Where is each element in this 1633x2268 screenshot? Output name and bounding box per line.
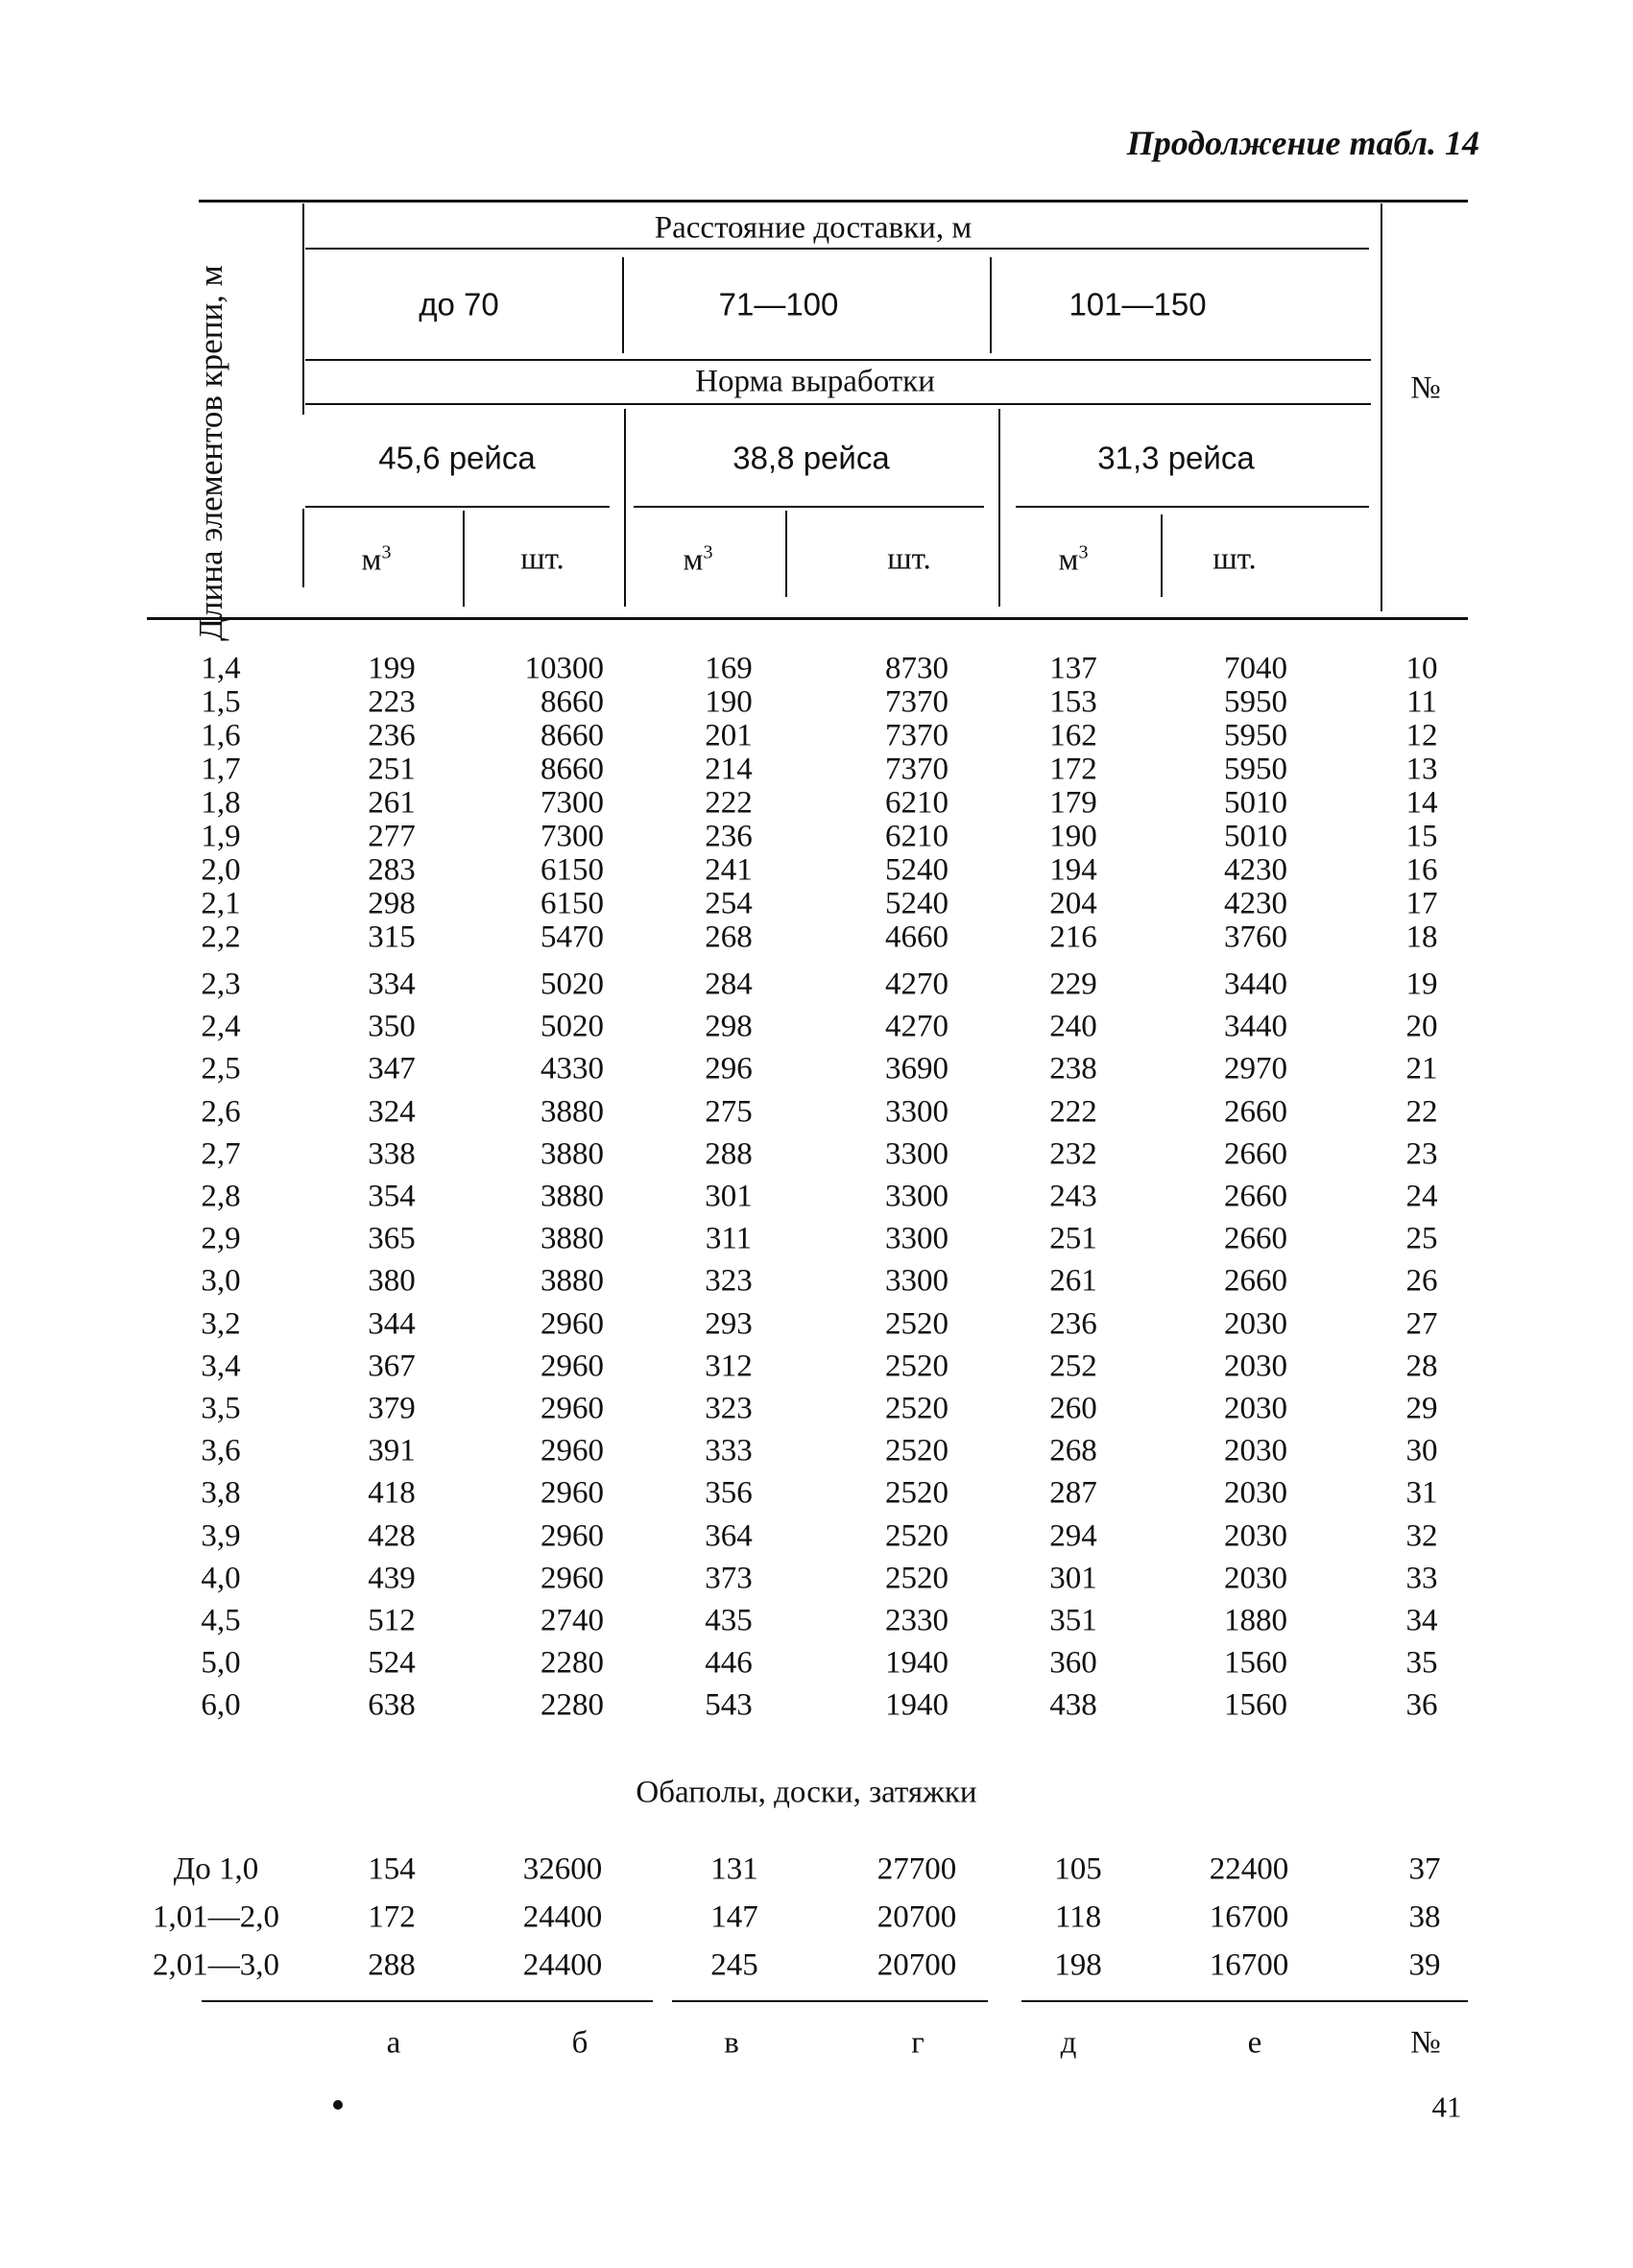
cell-length: 2,3	[201, 967, 241, 1002]
cell-c-m3: 333	[705, 1433, 753, 1468]
number-column-header: №	[1410, 370, 1441, 406]
section-cell-e-m3: 198	[1054, 1947, 1102, 1983]
cell-length: 2,2	[201, 919, 241, 955]
distance-3: 101—150	[1069, 286, 1207, 322]
cell-a-m3: 391	[368, 1433, 416, 1468]
cell-number: 14	[1405, 785, 1438, 821]
cell-d-pcs: 1940	[885, 1645, 949, 1681]
cell-c-m3: 446	[705, 1645, 753, 1681]
cell-b-pcs: 5020	[540, 967, 604, 1002]
cell-e-m3: 287	[1049, 1475, 1097, 1511]
cell-c-m3: 435	[705, 1603, 753, 1638]
cell-c-m3: 312	[705, 1349, 753, 1384]
cell-b-pcs: 3880	[540, 1263, 604, 1299]
cell-f-pcs: 3440	[1224, 1009, 1287, 1044]
cell-b-pcs: 2960	[540, 1349, 604, 1384]
section-cell-number: 38	[1408, 1899, 1441, 1935]
cell-e-m3: 294	[1049, 1518, 1097, 1554]
cell-a-m3: 324	[368, 1094, 416, 1130]
cell-e-m3: 238	[1049, 1051, 1097, 1086]
cell-length: 2,1	[201, 886, 241, 921]
cell-c-m3: 201	[705, 718, 753, 753]
cell-number: 27	[1405, 1306, 1438, 1342]
continuation-title: Продолжение табл. 14	[1126, 124, 1479, 162]
cell-b-pcs: 2960	[540, 1518, 604, 1554]
cell-b-pcs: 2740	[540, 1603, 604, 1638]
cell-a-m3: 524	[368, 1645, 416, 1681]
cell-a-m3: 338	[368, 1136, 416, 1172]
cell-a-m3: 347	[368, 1051, 416, 1086]
cell-e-m3: 232	[1049, 1136, 1097, 1172]
cell-a-m3: 379	[368, 1391, 416, 1426]
section-cell-b-pcs: 24400	[522, 1947, 603, 1983]
cell-d-pcs: 6210	[885, 819, 949, 854]
footer-letter: е	[1247, 2025, 1262, 2061]
norm-group-title: Норма выработки	[695, 364, 935, 399]
cell-f-pcs: 4230	[1224, 886, 1287, 921]
bottom-rule-3	[1021, 2000, 1468, 2002]
cell-e-m3: 236	[1049, 1306, 1097, 1342]
cell-f-pcs: 2660	[1224, 1094, 1287, 1130]
cell-f-pcs: 2660	[1224, 1179, 1287, 1214]
cell-f-pcs: 5950	[1224, 684, 1287, 720]
norm-1: 45,6 рейса	[378, 440, 536, 476]
cell-length: 2,4	[201, 1009, 241, 1044]
cell-number: 21	[1405, 1051, 1438, 1086]
cell-c-m3: 311	[705, 1221, 753, 1256]
bottom-rule-2	[672, 2000, 988, 2002]
cell-d-pcs: 2520	[885, 1518, 949, 1554]
cell-d-pcs: 7370	[885, 718, 949, 753]
footer-letter: б	[571, 2025, 588, 2061]
cell-f-pcs: 2030	[1224, 1433, 1287, 1468]
cell-e-m3: 229	[1049, 967, 1097, 1002]
cell-d-pcs: 7370	[885, 684, 949, 720]
cell-f-pcs: 5010	[1224, 819, 1287, 854]
cell-c-m3: 284	[705, 967, 753, 1002]
cell-number: 29	[1405, 1391, 1438, 1426]
cell-d-pcs: 2520	[885, 1433, 949, 1468]
cell-length: 5,0	[201, 1645, 241, 1681]
cell-a-m3: 315	[368, 919, 416, 955]
cell-e-m3: 252	[1049, 1349, 1097, 1384]
cell-f-pcs: 2970	[1224, 1051, 1287, 1086]
cell-d-pcs: 4270	[885, 967, 949, 1002]
section-cell-d-pcs: 20700	[877, 1947, 957, 1983]
cell-length: 1,8	[201, 785, 241, 821]
cell-e-m3: 179	[1049, 785, 1097, 821]
cell-b-pcs: 6150	[540, 886, 604, 921]
cell-d-pcs: 5240	[885, 886, 949, 921]
section-cell-a-m3: 288	[368, 1947, 416, 1983]
cell-b-pcs: 8660	[540, 718, 604, 753]
cell-b-pcs: 4330	[540, 1051, 604, 1086]
cell-f-pcs: 2030	[1224, 1518, 1287, 1554]
norm-bottom-rule-1	[305, 506, 610, 508]
cell-a-m3: 350	[368, 1009, 416, 1044]
footer-letter: а	[386, 2025, 401, 2061]
cell-e-m3: 268	[1049, 1433, 1097, 1468]
cell-a-m3: 354	[368, 1179, 416, 1214]
footer-letter: г	[911, 2025, 925, 2061]
section-cell-d-pcs: 27700	[877, 1851, 957, 1887]
cell-number: 25	[1405, 1221, 1438, 1256]
cell-c-m3: 190	[705, 684, 753, 720]
cell-number: 33	[1405, 1561, 1438, 1596]
cell-a-m3: 251	[368, 752, 416, 787]
cell-f-pcs: 5010	[1224, 785, 1287, 821]
cell-number: 23	[1405, 1136, 1438, 1172]
footer-letter: в	[724, 2025, 739, 2061]
cell-c-m3: 296	[705, 1051, 753, 1086]
cell-f-pcs: 3440	[1224, 967, 1287, 1002]
cell-a-m3: 283	[368, 852, 416, 888]
section-cell-c-m3: 245	[710, 1947, 758, 1983]
cell-e-m3: 251	[1049, 1221, 1097, 1256]
cell-a-m3: 261	[368, 785, 416, 821]
cell-c-m3: 301	[705, 1179, 753, 1214]
cell-length: 1,5	[201, 684, 241, 720]
cell-f-pcs: 2660	[1224, 1263, 1287, 1299]
cell-c-m3: 373	[705, 1561, 753, 1596]
cell-b-pcs: 2280	[540, 1687, 604, 1723]
cell-length: 6,0	[201, 1687, 241, 1723]
cell-length: 1,6	[201, 718, 241, 753]
cell-e-m3: 190	[1049, 819, 1097, 854]
cell-b-pcs: 2960	[540, 1433, 604, 1468]
number-col-separator	[1381, 203, 1382, 611]
norm-separator-2	[998, 409, 1000, 607]
cell-d-pcs: 8730	[885, 651, 949, 686]
cell-a-m3: 418	[368, 1475, 416, 1511]
cell-b-pcs: 5020	[540, 1009, 604, 1044]
section-cell-d-pcs: 20700	[877, 1899, 957, 1935]
distance-separator-2	[990, 257, 992, 353]
print-dot	[333, 2100, 343, 2110]
section-cell-a-m3: 172	[368, 1899, 416, 1935]
unit-m3-2: $м^3$	[683, 541, 713, 578]
cell-d-pcs: 3300	[885, 1221, 949, 1256]
cell-a-m3: 367	[368, 1349, 416, 1384]
cell-d-pcs: 4270	[885, 1009, 949, 1044]
section-cell-number: 39	[1408, 1947, 1441, 1983]
cell-d-pcs: 3300	[885, 1179, 949, 1214]
cell-f-pcs: 2660	[1224, 1221, 1287, 1256]
cell-e-m3: 172	[1049, 752, 1097, 787]
cell-f-pcs: 2030	[1224, 1349, 1287, 1384]
cell-number: 28	[1405, 1349, 1438, 1384]
cell-number: 10	[1405, 651, 1438, 686]
cell-d-pcs: 3300	[885, 1094, 949, 1130]
norm-bottom-rule-3	[1016, 506, 1369, 508]
cell-b-pcs: 5470	[540, 919, 604, 955]
cell-length: 4,0	[201, 1561, 241, 1596]
cell-b-pcs: 10300	[524, 651, 604, 686]
cell-number: 17	[1405, 886, 1438, 921]
cell-d-pcs: 3690	[885, 1051, 949, 1086]
cell-e-m3: 351	[1049, 1603, 1097, 1638]
cell-f-pcs: 1880	[1224, 1603, 1287, 1638]
unit-pcs-1: шт.	[520, 541, 564, 577]
cell-c-m3: 298	[705, 1009, 753, 1044]
cell-c-m3: 356	[705, 1475, 753, 1511]
distance-1: до 70	[419, 286, 499, 322]
cell-length: 3,2	[201, 1306, 241, 1342]
cell-length: 1,7	[201, 752, 241, 787]
cell-f-pcs: 4230	[1224, 852, 1287, 888]
norm-separator-1	[624, 409, 626, 607]
section-cell-e-m3: 118	[1054, 1899, 1102, 1935]
cell-c-m3: 275	[705, 1094, 753, 1130]
header-bottom-rule	[147, 617, 1468, 620]
cell-b-pcs: 8660	[540, 752, 604, 787]
bottom-rule-1	[202, 2000, 653, 2002]
distance-group-rule	[305, 248, 1369, 250]
cell-length: 3,4	[201, 1349, 241, 1384]
cell-b-pcs: 8660	[540, 684, 604, 720]
section-cell-length: До 1,0	[173, 1851, 259, 1887]
cell-number: 20	[1405, 1009, 1438, 1044]
norm-2: 38,8 рейса	[732, 440, 890, 476]
cell-a-m3: 439	[368, 1561, 416, 1596]
cell-length: 4,5	[201, 1603, 241, 1638]
cell-c-m3: 288	[705, 1136, 753, 1172]
section-cell-e-m3: 105	[1054, 1851, 1102, 1887]
section-cell-c-m3: 147	[710, 1899, 758, 1935]
cell-length: 2,8	[201, 1179, 241, 1214]
cell-a-m3: 236	[368, 718, 416, 753]
unit-pcs-3: шт.	[1213, 541, 1257, 577]
cell-number: 16	[1405, 852, 1438, 888]
norm-3: 31,3 рейса	[1097, 440, 1255, 476]
row-label-separator-bottom	[302, 509, 304, 587]
cell-length: 1,4	[201, 651, 241, 686]
cell-length: 3,6	[201, 1433, 241, 1468]
cell-f-pcs: 2030	[1224, 1391, 1287, 1426]
cell-d-pcs: 2520	[885, 1349, 949, 1384]
cell-d-pcs: 2520	[885, 1475, 949, 1511]
cell-b-pcs: 7300	[540, 785, 604, 821]
section-cell-f-pcs: 16700	[1209, 1947, 1289, 1983]
cell-length: 2,9	[201, 1221, 241, 1256]
cell-number: 12	[1405, 718, 1438, 753]
cell-d-pcs: 3300	[885, 1136, 949, 1172]
distance-separator-1	[622, 257, 624, 353]
cell-number: 15	[1405, 819, 1438, 854]
cell-b-pcs: 3880	[540, 1221, 604, 1256]
footer-letter: д	[1060, 2025, 1077, 2061]
cell-d-pcs: 3300	[885, 1263, 949, 1299]
cell-length: 3,0	[201, 1263, 241, 1299]
section-cell-b-pcs: 24400	[522, 1899, 603, 1935]
cell-length: 2,0	[201, 852, 241, 888]
cell-f-pcs: 2030	[1224, 1306, 1287, 1342]
cell-e-m3: 243	[1049, 1179, 1097, 1214]
cell-a-m3: 334	[368, 967, 416, 1002]
cell-a-m3: 298	[368, 886, 416, 921]
cell-a-m3: 223	[368, 684, 416, 720]
cell-a-m3: 428	[368, 1518, 416, 1554]
cell-e-m3: 240	[1049, 1009, 1097, 1044]
cell-d-pcs: 5240	[885, 852, 949, 888]
cell-number: 11	[1406, 684, 1437, 720]
row-label-separator-top	[302, 203, 304, 415]
cell-b-pcs: 2280	[540, 1645, 604, 1681]
section-cell-number: 37	[1408, 1851, 1441, 1887]
cell-d-pcs: 2520	[885, 1391, 949, 1426]
section-cell-a-m3: 154	[368, 1851, 416, 1887]
cell-b-pcs: 2960	[540, 1475, 604, 1511]
cell-c-m3: 268	[705, 919, 753, 955]
cell-number: 18	[1405, 919, 1438, 955]
cell-f-pcs: 3760	[1224, 919, 1287, 955]
cell-c-m3: 364	[705, 1518, 753, 1554]
cell-d-pcs: 2330	[885, 1603, 949, 1638]
cell-f-pcs: 5950	[1224, 718, 1287, 753]
cell-e-m3: 204	[1049, 886, 1097, 921]
cell-c-m3: 236	[705, 819, 753, 854]
page-number: 41	[1431, 2089, 1462, 2124]
cell-number: 31	[1405, 1475, 1438, 1511]
cell-e-m3: 137	[1049, 651, 1097, 686]
cell-length: 2,6	[201, 1094, 241, 1130]
cell-f-pcs: 2660	[1224, 1136, 1287, 1172]
cell-e-m3: 153	[1049, 684, 1097, 720]
cell-number: 24	[1405, 1179, 1438, 1214]
cell-b-pcs: 6150	[540, 852, 604, 888]
cell-length: 3,9	[201, 1518, 241, 1554]
cell-b-pcs: 3880	[540, 1094, 604, 1130]
cell-a-m3: 365	[368, 1221, 416, 1256]
section-cell-length: 1,01—2,0	[153, 1899, 279, 1935]
distance-bottom-rule	[305, 359, 1371, 361]
cell-a-m3: 638	[368, 1687, 416, 1723]
cell-f-pcs: 1560	[1224, 1687, 1287, 1723]
cell-e-m3: 162	[1049, 718, 1097, 753]
cell-length: 3,5	[201, 1391, 241, 1426]
cell-c-m3: 323	[705, 1263, 753, 1299]
cell-a-m3: 277	[368, 819, 416, 854]
cell-length: 2,7	[201, 1136, 241, 1172]
section-cell-length: 2,01—3,0	[153, 1947, 279, 1983]
cell-c-m3: 214	[705, 752, 753, 787]
cell-number: 26	[1405, 1263, 1438, 1299]
cell-length: 2,5	[201, 1051, 241, 1086]
cell-length: 3,8	[201, 1475, 241, 1511]
cell-c-m3: 222	[705, 785, 753, 821]
cell-d-pcs: 6210	[885, 785, 949, 821]
cell-e-m3: 222	[1049, 1094, 1097, 1130]
cell-f-pcs: 5950	[1224, 752, 1287, 787]
section-title: Обаполы, доски, затяжки	[636, 1775, 977, 1810]
distance-2: 71—100	[718, 286, 839, 322]
cell-number: 35	[1405, 1645, 1438, 1681]
cell-e-m3: 216	[1049, 919, 1097, 955]
section-cell-f-pcs: 16700	[1209, 1899, 1289, 1935]
row-label-header: Длина элементов крепи, м	[192, 265, 229, 641]
cell-c-m3: 169	[705, 651, 753, 686]
norm-bottom-rule-2	[634, 506, 984, 508]
cell-b-pcs: 3880	[540, 1179, 604, 1214]
cell-number: 36	[1405, 1687, 1438, 1723]
cell-d-pcs: 2520	[885, 1561, 949, 1596]
cell-f-pcs: 7040	[1224, 651, 1287, 686]
cell-c-m3: 254	[705, 886, 753, 921]
norm-group-rule	[305, 403, 1371, 405]
cell-e-m3: 360	[1049, 1645, 1097, 1681]
section-cell-c-m3: 131	[710, 1851, 758, 1887]
cell-number: 32	[1405, 1518, 1438, 1554]
section-cell-b-pcs: 32600	[522, 1851, 603, 1887]
cell-number: 22	[1405, 1094, 1438, 1130]
cell-c-m3: 293	[705, 1306, 753, 1342]
cell-number: 19	[1405, 967, 1438, 1002]
cell-d-pcs: 1940	[885, 1687, 949, 1723]
table-top-rule	[199, 200, 1468, 203]
cell-a-m3: 380	[368, 1263, 416, 1299]
cell-f-pcs: 1560	[1224, 1645, 1287, 1681]
unit-m3-3: $м^3$	[1058, 541, 1089, 578]
cell-number: 34	[1405, 1603, 1438, 1638]
cell-d-pcs: 2520	[885, 1306, 949, 1342]
section-cell-f-pcs: 22400	[1209, 1851, 1289, 1887]
unit-separator-1	[463, 511, 465, 607]
cell-b-pcs: 3880	[540, 1136, 604, 1172]
unit-separator-3	[1161, 514, 1163, 597]
cell-c-m3: 543	[705, 1687, 753, 1723]
cell-f-pcs: 2030	[1224, 1475, 1287, 1511]
cell-c-m3: 323	[705, 1391, 753, 1426]
cell-e-m3: 260	[1049, 1391, 1097, 1426]
cell-a-m3: 512	[368, 1603, 416, 1638]
cell-b-pcs: 2960	[540, 1561, 604, 1596]
distance-group-title: Расстояние доставки, м	[654, 210, 973, 246]
cell-number: 30	[1405, 1433, 1438, 1468]
cell-e-m3: 194	[1049, 852, 1097, 888]
unit-m3-1: $м^3$	[361, 541, 392, 578]
unit-pcs-2: шт.	[887, 541, 931, 577]
cell-e-m3: 301	[1049, 1561, 1097, 1596]
cell-f-pcs: 2030	[1224, 1561, 1287, 1596]
cell-a-m3: 344	[368, 1306, 416, 1342]
footer-letter: №	[1410, 2025, 1441, 2061]
cell-number: 13	[1405, 752, 1438, 787]
cell-d-pcs: 4660	[885, 919, 949, 955]
cell-a-m3: 199	[368, 651, 416, 686]
cell-b-pcs: 7300	[540, 819, 604, 854]
cell-e-m3: 261	[1049, 1263, 1097, 1299]
cell-length: 1,9	[201, 819, 241, 854]
cell-c-m3: 241	[705, 852, 753, 888]
cell-b-pcs: 2960	[540, 1306, 604, 1342]
cell-e-m3: 438	[1049, 1687, 1097, 1723]
unit-separator-2	[785, 511, 787, 597]
cell-b-pcs: 2960	[540, 1391, 604, 1426]
cell-d-pcs: 7370	[885, 752, 949, 787]
